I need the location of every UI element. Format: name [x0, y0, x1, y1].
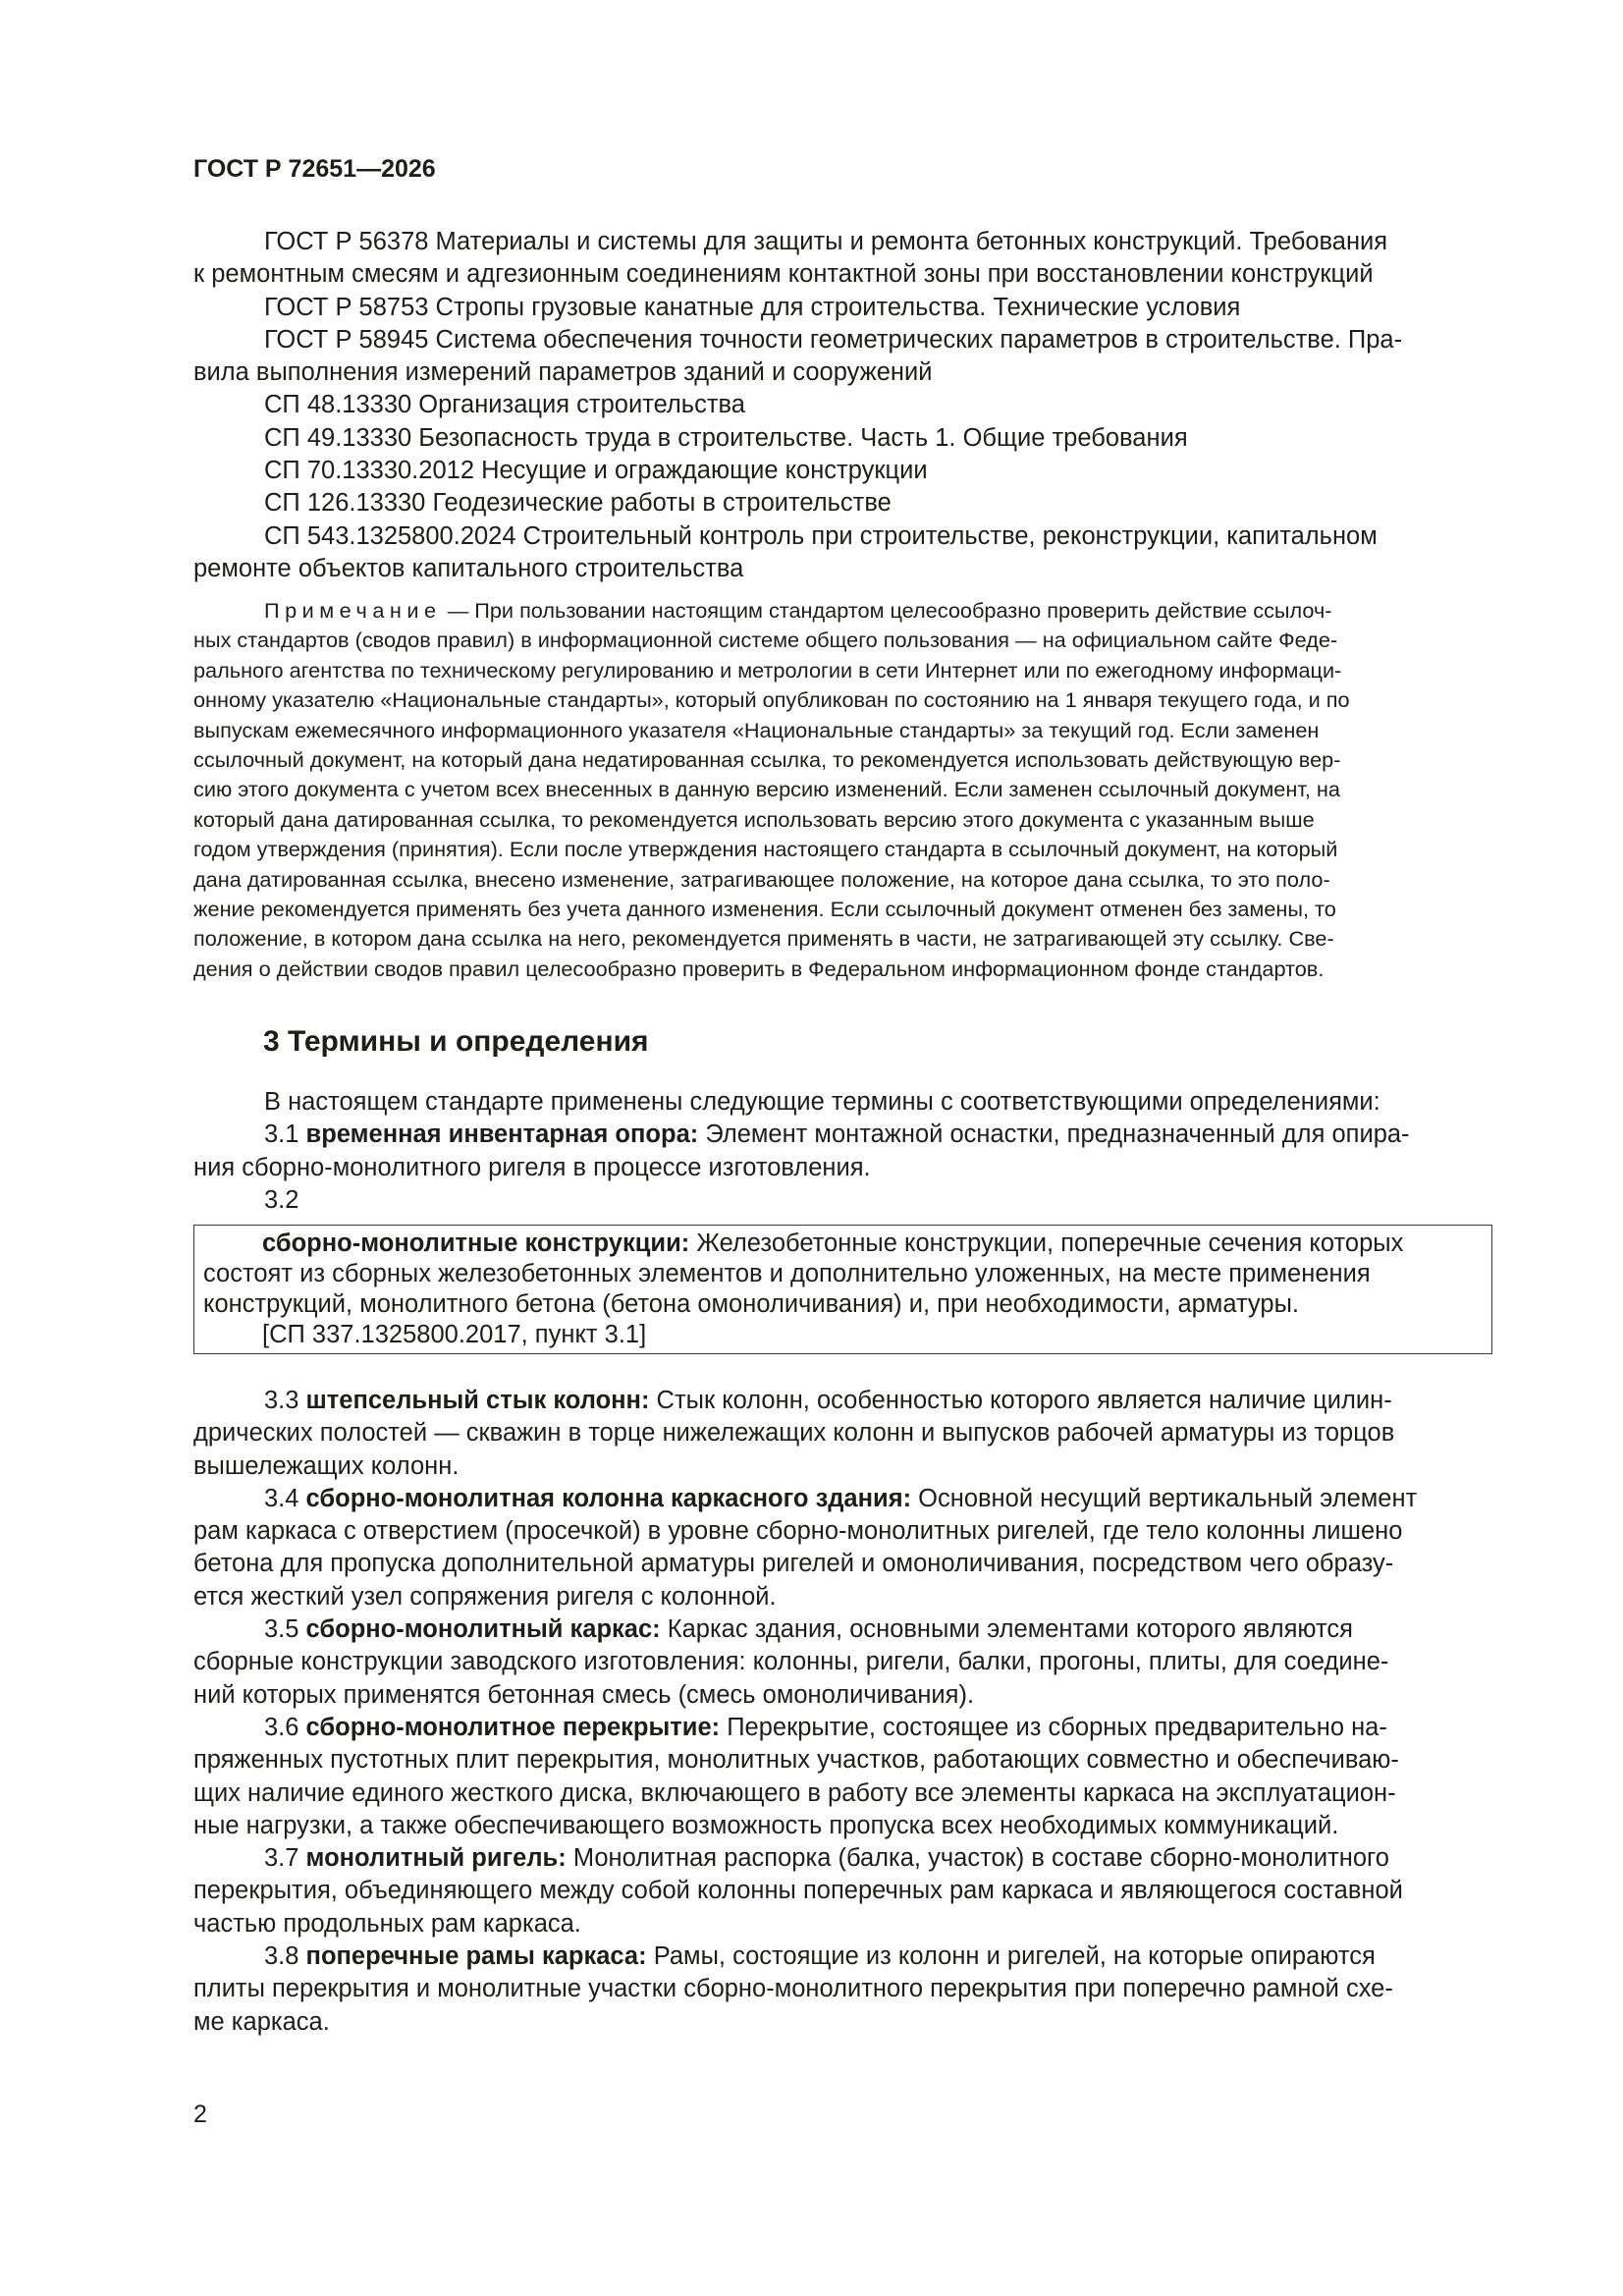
reference-item: ГОСТ Р 56378 Материалы и системы для защиты и ремонта бетонных конструкций. Требования: [264, 228, 1388, 255]
reference-item: СП 48.13330 Организация строительства: [264, 391, 745, 419]
term-definition-line: сборные конструкции заводского изготовления: колонны, ригели, балки, прогоны, плиты, для соедине-: [193, 1648, 1389, 1676]
note-line: положение, в котором дана ссылка на него, рекомендуется применять в части, не затрагивающей эту ссылку. Све-: [193, 926, 1334, 952]
note-text: — При пользовании настоящим стандартом целесообразно проверить действие ссылоч-: [447, 598, 1332, 623]
note-line: дана датированная ссылка, внесено изменение, затрагивающее положение, на которое дана ссылка, то это поло-: [193, 866, 1330, 892]
note-line: выпускам ежемесячного информационного указателя «Национальные стандарты» за текущий год. Если заменен: [193, 717, 1320, 742]
note-line: ных стандартов (сводов правил) в информационной системе общего пользования — на официальном сайте Феде-: [193, 628, 1338, 653]
term-number: 3.7: [264, 1844, 299, 1873]
term-definition-line: дрических полостей — скважин в торце нижележащих колонн и выпусков рабочей арматуры из торцов: [193, 1419, 1395, 1448]
term-definition: Перекрытие, состоящее из сборных предварительно на-: [720, 1713, 1387, 1741]
term-3-7: [193, 1842, 1492, 1875]
note-line: годом утверждения (принятия). Если после утверждения настоящего стандарта в ссылочный документ, на который: [193, 837, 1338, 862]
note-line: [193, 596, 1492, 626]
reference-item: СП 126.13330 Геодезические работы в строительстве: [264, 489, 892, 518]
note-label: Примечание: [264, 598, 442, 623]
term-3-1: [193, 1119, 1492, 1151]
term-definition: Основной несущий вертикальный элемент: [911, 1484, 1418, 1512]
term-name: сборно-монолитный каркас:: [305, 1615, 661, 1644]
term-definition-line: пряженных пустотных плит перекрытия, монолитных участков, работающих совместно и обеспечиваю-: [193, 1746, 1399, 1775]
term-definition-line: состоят из сборных железобетонных элементов и дополнительно уложенных, на месте применения: [203, 1260, 1371, 1287]
term-source: [СП 337.1325800.2017, пункт 3.1]: [262, 1321, 647, 1348]
reference-item: СП 70.13330.2012 Несущие и ограждающие конструкции: [264, 457, 928, 485]
reference-item: СП 543.1325800.2024 Строительный контроль при строительстве, реконструкции, капитальном: [264, 521, 1378, 550]
term-3-2-box: [193, 1225, 1492, 1354]
terms-intro: [193, 1086, 1492, 1217]
term-number: 3.8: [264, 1942, 299, 1971]
reference-item-continuation: вила выполнения измерений параметров зданий и сооружений: [193, 358, 933, 387]
term-number: 3.1: [264, 1121, 299, 1149]
term-definition-line: рам каркаса с отверстием (просечкой) в уровне сборно-монолитных ригелей, где тело колонны лишено: [193, 1517, 1403, 1546]
note-block: [193, 596, 1492, 984]
term-definition-line: ме каркаса.: [193, 2007, 330, 2036]
term-definition-line: ний которых применятся бетонная смесь (смесь омоноличивания).: [193, 1680, 975, 1709]
note-line: онному указателю «Национальные стандарты», который опубликован по состоянию на 1 января текущего года, и по: [193, 687, 1350, 713]
term-3-6: [193, 1712, 1492, 1744]
note-line: который дана датированная ссылка, то рекомендуется использовать версию этого документа с указанным выше: [193, 806, 1315, 832]
references-list: [193, 226, 1492, 585]
note-line: ссылочный документ, на который дана недатированная ссылка, то рекомендуется использовать действующую вер-: [193, 747, 1341, 773]
note-line: сию этого документа с учетом всех внесенных в данную версию изменений. Если заменен ссылочный документ, на: [193, 777, 1340, 802]
term-definition-line: бетона для пропуска дополнительной арматуры ригелей и омоноличивания, посредством чего образу-: [193, 1550, 1394, 1578]
term-definition: Железобетонные конструкции, поперечные сечения которых: [689, 1230, 1404, 1257]
term-3-2: [203, 1229, 1483, 1259]
reference-item: ГОСТ Р 58753 Стропы грузовые канатные для строительства. Технические условия: [264, 293, 1241, 321]
term-name: поперечные рамы каркаса:: [305, 1942, 647, 1971]
document-code: ГОСТ Р 72651—2026: [193, 155, 436, 183]
note-line: рального агентства по техническому регулированию и метрологии в сети Интернет или по ежегодному информаци-: [193, 657, 1342, 683]
term-3-3: [193, 1385, 1492, 1417]
section-intro: В настоящем стандарте применены следующие термины с соответствующими определениями:: [264, 1088, 1380, 1116]
term-definition: Монолитная распорка (балка, участок) в составе сборно-монолитного: [566, 1844, 1389, 1873]
reference-item-continuation: к ремонтным смесям и адгезионным соединениям контактной зоны при восстановлении конструкций: [193, 260, 1374, 289]
term-definition-line: конструкций, монолитного бетона (бетона омоноличивания) и, при необходимости, арматуры.: [203, 1290, 1299, 1318]
term-name: монолитный ригель:: [305, 1844, 567, 1873]
reference-item: ГОСТ Р 58945 Система обеспечения точности геометрических параметров в строительстве. Пра-: [264, 325, 1403, 354]
term-definition-line: ется жесткий узел сопряжения ригеля с колонной.: [193, 1582, 777, 1611]
term-definition-line: щих наличие единого жесткого диска, включающего в работу все элементы каркаса на эксплуатацион-: [193, 1778, 1396, 1807]
term-name: сборно-монолитные конструкции:: [262, 1230, 690, 1257]
note-line: жение рекомендуется применять без учета данного изменения. Если ссылочный документ отменен без замены, то: [193, 897, 1336, 922]
term-number: 3.4: [264, 1484, 299, 1512]
term-definition-line: перекрытия, объединяющего между собой колонны поперечных рам каркаса и являющегося составной: [193, 1877, 1403, 1905]
term-definition: Каркас здания, основными элементами которого являются: [660, 1615, 1353, 1644]
term-definition-line: ные нагрузки, а также обеспечивающего возможность пропуска всех необходимых коммуникаций.: [193, 1811, 1339, 1839]
reference-item: СП 49.13330 Безопасность труда в строительстве. Часть 1. Общие требования: [264, 423, 1188, 452]
term-name: сборно-монолитная колонна каркасного здания:: [305, 1484, 912, 1512]
term-name: сборно-монолитное перекрытие:: [305, 1713, 721, 1741]
page-number: 2: [193, 2101, 207, 2128]
term-number: 3.6: [264, 1713, 299, 1741]
term-3-4: [193, 1483, 1492, 1515]
term-3-8: [193, 1941, 1492, 1973]
term-definition: Элемент монтажной оснастки, предназначенный для опира-: [698, 1121, 1410, 1149]
term-name: штепсельный стык колонн:: [305, 1387, 650, 1414]
section-title: 3 Термины и определения: [263, 1025, 649, 1058]
term-number-3-2: 3.2: [264, 1185, 299, 1214]
term-definition: Рамы, состоящие из колонн и ригелей, на которые опираются: [646, 1942, 1376, 1971]
term-definition-line: ния сборно-монолитного ригеля в процессе изготовления.: [193, 1153, 871, 1181]
term-definition: Стык колонн, особенностью которого является наличие цилин-: [649, 1387, 1392, 1414]
term-number: 3.5: [264, 1615, 299, 1644]
reference-item-continuation: ремонте объектов капитального строительства: [193, 554, 744, 582]
term-3-5: [193, 1613, 1492, 1646]
term-number: 3.3: [264, 1387, 299, 1414]
terms-list: [193, 1385, 1492, 2039]
term-definition-line: плиты перекрытия и монолитные участки сборно-монолитного перекрытия при поперечно рамной схе-: [193, 1975, 1393, 2003]
note-line: дения о действии сводов правил целесообразно проверить в Федеральном информационном фонде стандартов.: [193, 956, 1325, 981]
term-definition-line: частью продольных рам каркаса.: [193, 1909, 581, 1938]
term-definition-line: вышележащих колонн.: [193, 1451, 460, 1480]
term-name: временная инвентарная опора:: [305, 1121, 699, 1149]
